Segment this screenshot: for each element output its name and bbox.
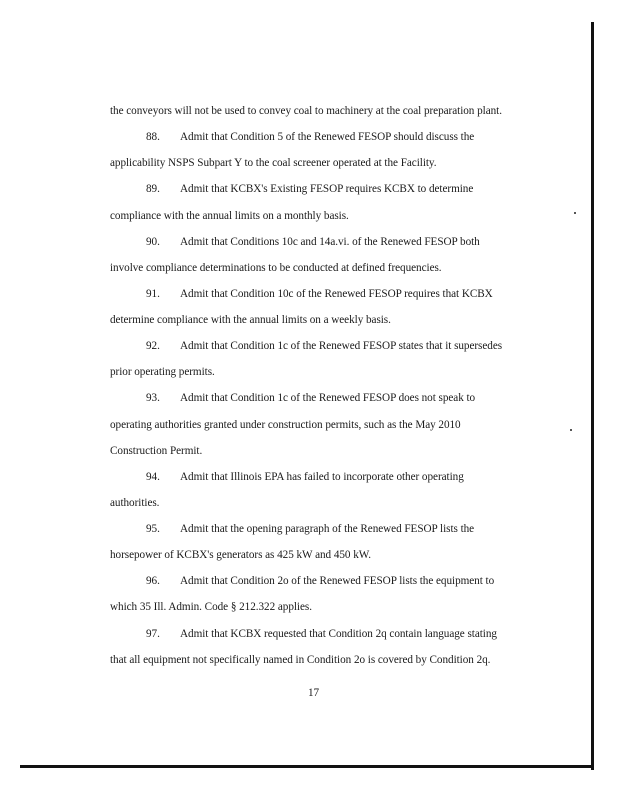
- paragraph-97-line-2: that all equipment not specifically named in Condition 2o is covered by Condition 2q.: [110, 654, 491, 666]
- paragraph-89-line-1: [146, 182, 473, 196]
- paragraph-93-line-2: operating authorities granted under construction permits, such as the May 2010: [110, 419, 461, 431]
- paragraph-text: Admit that Condition 2o of the Renewed FESOP lists the equipment to: [180, 575, 495, 587]
- paragraph-text: Admit that Conditions 10c and 14a.vi. of the Renewed FESOP both: [180, 236, 480, 248]
- paragraph-number: 97.: [146, 628, 160, 640]
- paragraph-number: 90.: [146, 236, 160, 248]
- paragraph-text: Admit that Condition 1c of the Renewed FESOP states that it supersedes: [180, 340, 503, 352]
- paragraph-93-line-3: Construction Permit.: [110, 445, 203, 457]
- scan-border-bottom: [20, 765, 594, 768]
- page-number: 17: [307, 687, 320, 699]
- paragraph-number: 88.: [146, 131, 160, 143]
- scan-border-right: [591, 22, 594, 770]
- paragraph-text: Admit that Condition 5 of the Renewed FESOP should discuss the: [180, 131, 475, 143]
- paragraph-97-line-1: [146, 627, 497, 641]
- paragraph-96-line-2: which 35 Ill. Admin. Code § 212.322 applies.: [110, 601, 312, 613]
- paragraph-90-line-1: [146, 235, 480, 249]
- paragraph-91-line-2: determine compliance with the annual limits on a weekly basis.: [110, 314, 391, 326]
- paragraph-94-line-1: [146, 470, 464, 484]
- paragraph-text: Admit that Condition 1c of the Renewed FESOP does not speak to: [180, 392, 476, 404]
- paragraph-number: 91.: [146, 288, 160, 300]
- continuation-line: the conveyors will not be used to convey coal to machinery at the coal preparation plant.: [110, 105, 502, 117]
- paragraph-93-line-1: [146, 391, 475, 405]
- paragraph-text: Admit that the opening paragraph of the Renewed FESOP lists the: [180, 523, 475, 535]
- scan-speck: [570, 429, 572, 431]
- paragraph-91-line-1: [146, 287, 493, 301]
- paragraph-number: 93.: [146, 392, 160, 404]
- paragraph-96-line-1: [146, 574, 494, 588]
- scan-speck: [574, 212, 576, 214]
- paragraph-95-line-2: horsepower of KCBX's generators as 425 kW and 450 kW.: [110, 549, 371, 561]
- paragraph-text: Admit that Condition 10c of the Renewed FESOP requires that KCBX: [180, 288, 493, 300]
- paragraph-number: 92.: [146, 340, 160, 352]
- paragraph-number: 95.: [146, 523, 160, 535]
- paragraph-89-line-2: compliance with the annual limits on a monthly basis.: [110, 210, 349, 222]
- paragraph-92-line-2: prior operating permits.: [110, 366, 215, 378]
- paragraph-text: Admit that KCBX's Existing FESOP requires KCBX to determine: [180, 183, 474, 195]
- paragraph-90-line-2: involve compliance determinations to be conducted at defined frequencies.: [110, 262, 442, 274]
- paragraph-number: 89.: [146, 183, 160, 195]
- paragraph-text: Admit that Illinois EPA has failed to incorporate other operating: [180, 471, 464, 483]
- paragraph-88-line-2: applicability NSPS Subpart Y to the coal screener operated at the Facility.: [110, 157, 437, 169]
- paragraph-92-line-1: [146, 339, 502, 353]
- paragraph-number: 96.: [146, 575, 160, 587]
- paragraph-88-line-1: [146, 130, 474, 144]
- paragraph-number: 94.: [146, 471, 160, 483]
- paragraph-95-line-1: [146, 522, 474, 536]
- paragraph-94-line-2: authorities.: [110, 497, 160, 509]
- paragraph-text: Admit that KCBX requested that Condition 2q contain language stating: [180, 628, 497, 640]
